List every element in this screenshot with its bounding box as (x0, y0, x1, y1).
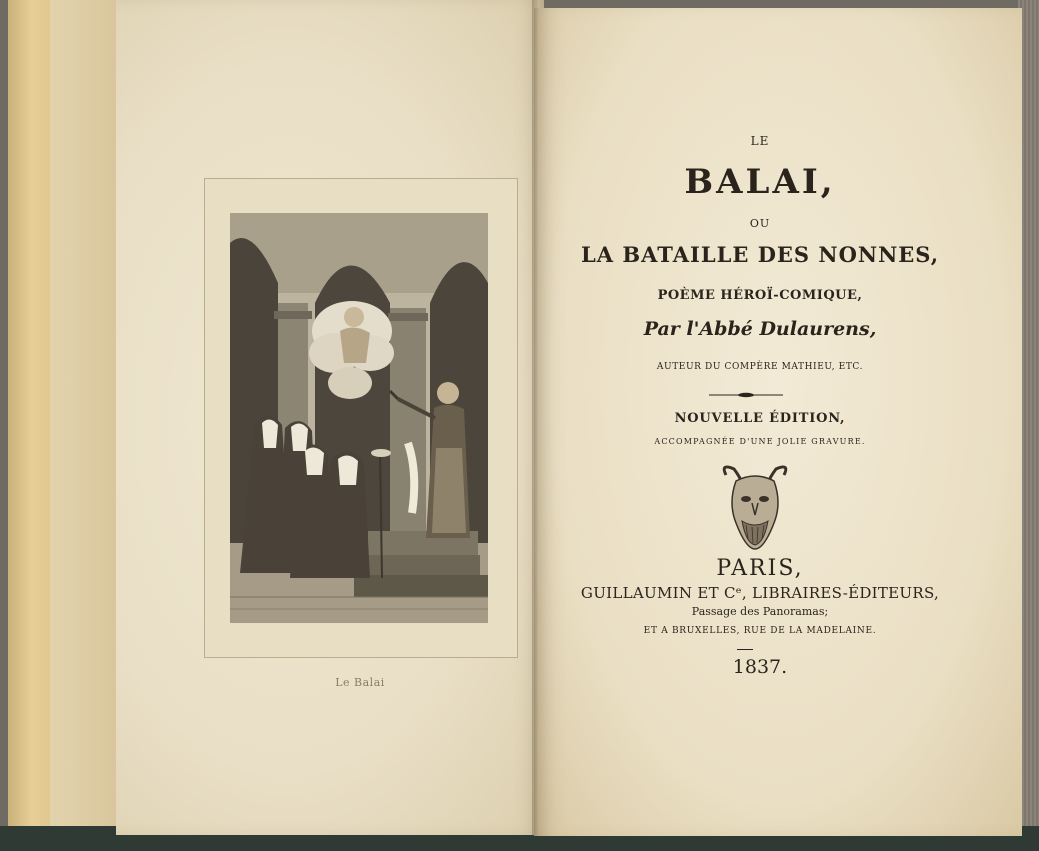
imprint-brussels: ET A BRUXELLES, RUE DE LA MADELAINE. (643, 626, 877, 636)
title-le: LE (750, 134, 770, 148)
satyr-mask-vignette (716, 463, 794, 551)
endpaper (50, 0, 120, 851)
edition-label: NOUVELLE ÉDITION, (674, 411, 846, 426)
imprint-year: 1837. (732, 656, 788, 678)
edition-note: ACCOMPAGNÉE D'UNE JOLIE GRAVURE. (654, 437, 866, 446)
imprint-publisher: GUILLAUMIN ET Cᵉ, LIBRAIRES-ÉDITEURS, (580, 584, 940, 602)
title-author-note: AUTEUR DU COMPÈRE MATHIEU, ETC. (656, 362, 864, 372)
title-author: Par l'Abbé Dulaurens, (643, 318, 877, 340)
title-main: BALAI, (684, 162, 836, 202)
imprint-city: PARIS, (716, 556, 804, 581)
frontispiece-engraving (230, 213, 488, 623)
ornamental-rule (709, 392, 783, 398)
plate-caption: Le Balai (335, 676, 385, 689)
title-subtitle: LA BATAILLE DES NONNES, (580, 242, 939, 267)
book-gutter (532, 0, 538, 836)
title-genre: POÈME HÉROÏ-COMIQUE, (657, 288, 863, 303)
title-ou: OU (749, 217, 771, 230)
imprint-address: Passage des Panoramas; (691, 605, 829, 618)
short-rule (737, 649, 753, 650)
